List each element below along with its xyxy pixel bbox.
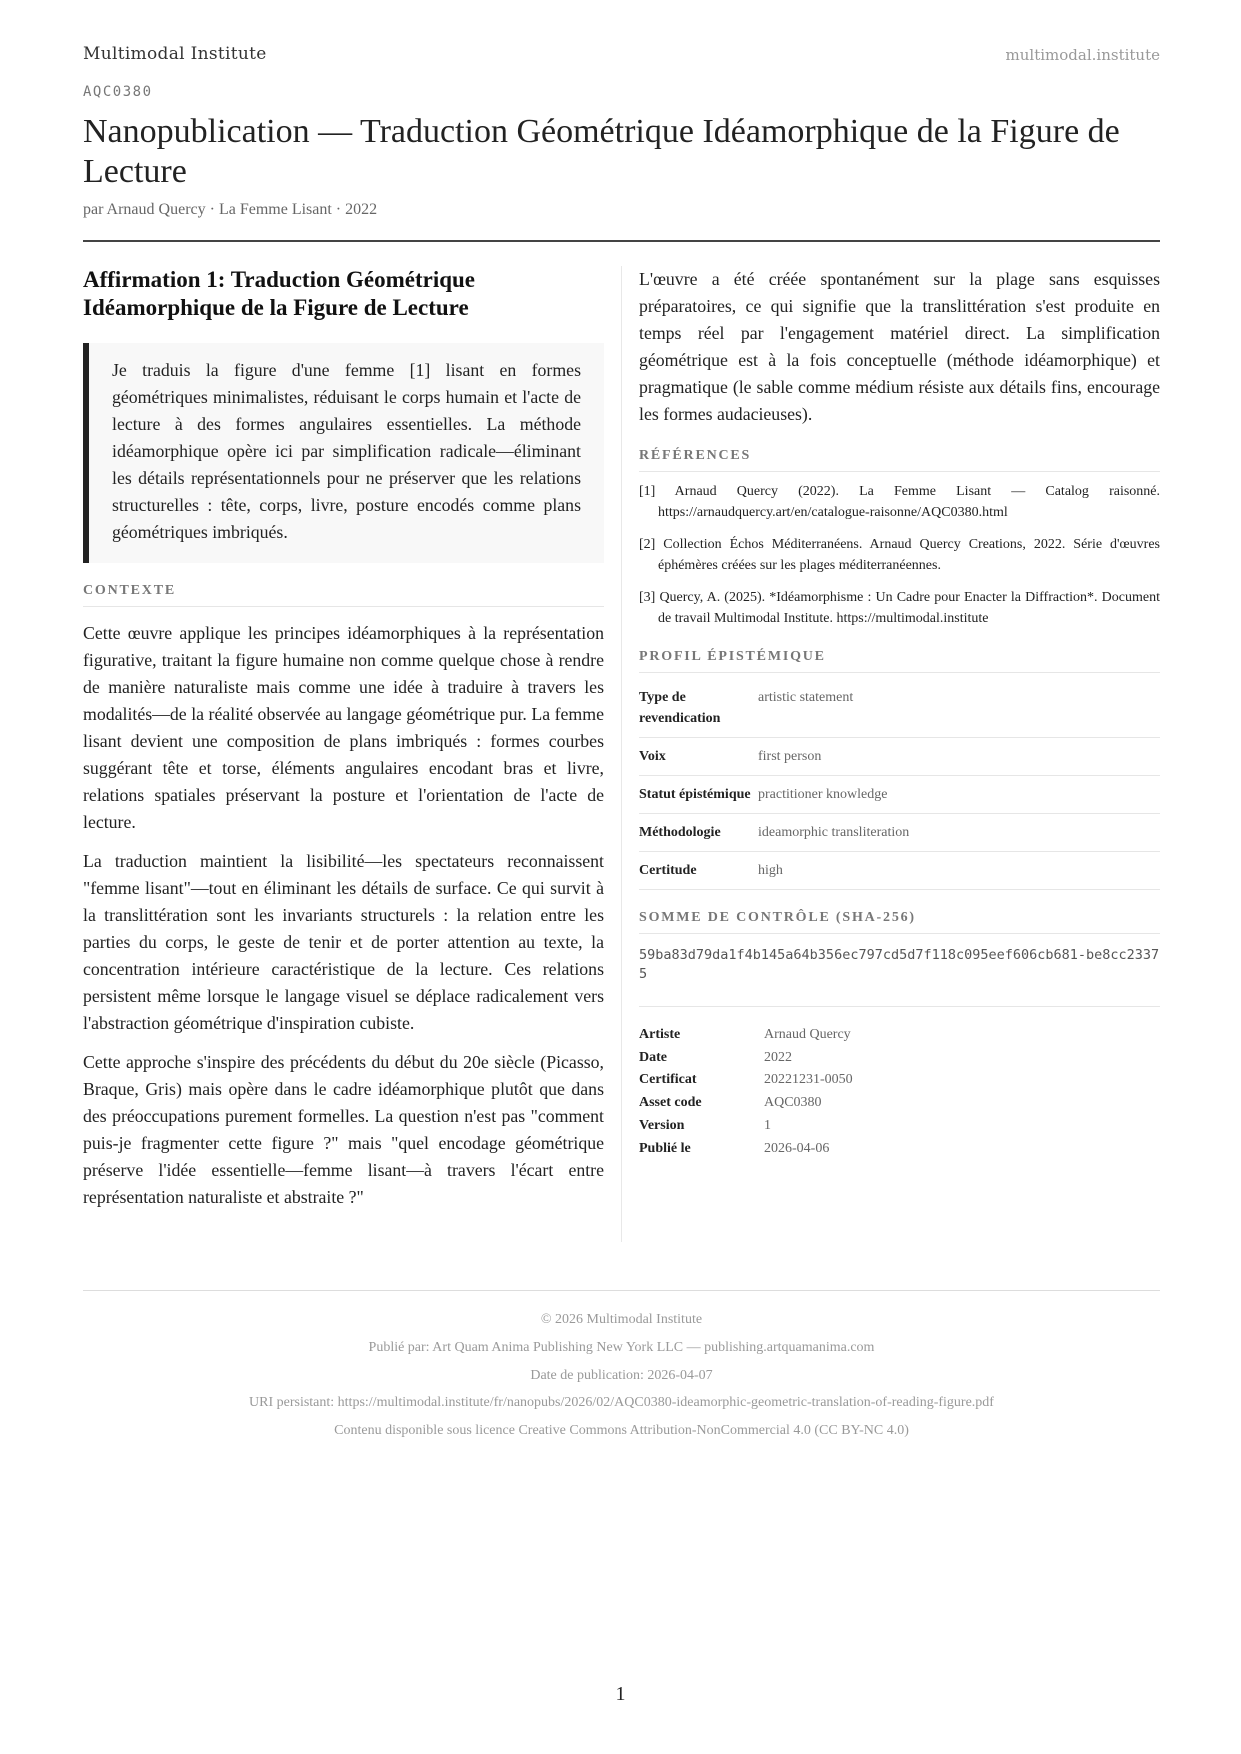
context-heading: CONTEXTE	[83, 583, 604, 607]
left-column	[83, 266, 604, 1211]
claim-heading: Affirmation 1: Traduction Géométrique Idéamorphique de la Figure de Lecture	[83, 267, 476, 320]
profile-row	[639, 738, 1160, 776]
footer	[83, 1290, 1160, 1445]
meta-value: 2022	[764, 1049, 792, 1065]
profile-row	[639, 776, 1160, 814]
references-heading: RÉFÉRENCES	[639, 448, 1160, 472]
claim-quote: Je traduis la figure d'une femme [1] lisant en formes géométriques minimalistes, réduisant le corps humain et l'acte de lecture à des formes angulaires essentielles. La méthode idéamorphique opère ici par simplification radicale—éliminant les détails représentationnels pour ne préserver que les relations structurelles : tête, corps, livre, posture encodés comme plans géométriques imbriqués.	[83, 343, 604, 563]
meta-value: 1	[764, 1117, 771, 1133]
meta-key: Version	[639, 1117, 685, 1133]
meta-row	[639, 1024, 1160, 1047]
meta-row	[639, 1092, 1160, 1115]
footer-copyright: © 2026 Multimodal Institute	[540, 1312, 703, 1327]
meta-key: Artiste	[639, 1027, 681, 1042]
context-paragraph: Cette approche s'inspire des précédents du début du 20e siècle (Picasso, Braque, Gris) mais opère dans le cadre idéamorphique plutôt que dans des préoccupations purement formelles. La question n'est pas "comment puis-je fragmenter cette figure ?" mais "quel encodage géométrique préserve l'idée essentielle—femme lisant—à travers l'écart entre représentation naturaliste et abstraite ?"	[83, 1052, 604, 1207]
meta-key: Asset code	[639, 1095, 702, 1111]
meta-value: AQC0380	[764, 1095, 822, 1111]
references-list	[639, 482, 1160, 629]
meta-key: Date	[639, 1049, 667, 1065]
footer-publication-date: Date de publication: 2026-04-07	[530, 1367, 713, 1383]
meta-row	[639, 1138, 1160, 1161]
meta-value: Arnaud Quercy	[764, 1027, 851, 1042]
profile-value: high	[758, 852, 1160, 890]
profile-row	[639, 679, 1160, 738]
checksum-value: 59ba83d79da1f4b145a64b356ec797cd5d7f118c095eef606cb681-be8cc23375	[639, 946, 1160, 1007]
profile-key: Certitude	[639, 852, 758, 890]
footer-persistent-uri[interactable]: URI persistant: https://multimodal.institute/fr/nanopubs/2026/02/AQC0380-ideamorphic-geometric-translation-of-reading-figure.pdf	[249, 1395, 994, 1411]
profile-row	[639, 814, 1160, 852]
meta-row	[639, 1047, 1160, 1070]
epistemic-profile-table	[639, 679, 1160, 890]
profile-key: Méthodologie	[639, 814, 758, 852]
footer-license: Contenu disponible sous licence Creative Commons Attribution-NonCommercial 4.0 (CC BY-NC 4.0)	[334, 1423, 909, 1439]
context-paragraph: La traduction maintient la lisibilité—les spectateurs reconnaissent "femme lisant"—tout en éliminant les détails de surface. Ce qui survit à la translittération sont les invariants structurels : la relation entre les parties du corps, le geste de tenir et de porter attention au texte, la concentration intérieure caractéristique de la lecture. Ces relations persistent même lorsque le langage visuel se déplace radicalement vers l'abstraction géométrique d'inspiration cubiste.	[83, 851, 604, 1033]
profile-value: artistic statement	[758, 679, 1160, 738]
column-divider	[621, 266, 622, 1242]
meta-key: Certificat	[639, 1072, 697, 1088]
right-column	[639, 266, 1160, 1160]
meta-value: 20221231-0050	[764, 1072, 853, 1088]
profile-value: first person	[758, 738, 1160, 776]
page-number: 1	[615, 1683, 626, 1705]
site-link[interactable]: multimodal.institute	[1005, 46, 1160, 64]
header-divider	[83, 240, 1160, 242]
meta-row	[639, 1115, 1160, 1138]
reference-item[interactable]: [1] Arnaud Quercy (2022). La Femme Lisant — Catalog raisonné. https://arnaudquercy.art/en/catalogue-raisonne/AQC0380.html	[639, 484, 1160, 520]
checksum-heading: SOMME DE CONTRÔLE (SHA-256)	[639, 910, 1160, 934]
reference-item: [2] Collection Échos Méditerranéens. Arnaud Quercy Creations, 2022. Série d'œuvres éphémères créées sur les plages méditerranéennes.	[639, 537, 1160, 573]
page-title: Nanopublication — Traduction Géométrique Idéamorphique de la Figure de Lecture	[83, 113, 1120, 190]
profile-key: Type de revendication	[639, 679, 758, 738]
profile-row	[639, 852, 1160, 890]
meta-row	[639, 1069, 1160, 1092]
profile-key: Statut épistémique	[639, 776, 758, 814]
profile-key: Voix	[639, 738, 758, 776]
institute-name: Multimodal Institute	[83, 44, 267, 64]
meta-value: 2026-04-06	[764, 1140, 830, 1156]
asset-code: AQC0380	[83, 84, 153, 100]
top-bar	[83, 44, 1160, 68]
context-paragraph: Cette œuvre applique les principes idéamorphiques à la représentation figurative, traitant la figure humaine non comme quelque chose à rendre de manière naturaliste mais comme une idée à traduire à travers les modalités—de la réalité observée au langage géométrique pur. La femme lisant devient une composition de plans imbriqués : formes courbes suggérant tête et torse, éléments angulaires encodant bras et livre, relations spatiales préservant la posture et l'orientation de l'acte de lecture.	[83, 623, 604, 832]
metadata-table	[639, 1024, 1160, 1160]
profile-value: practitioner knowledge	[758, 776, 1160, 814]
epistemic-profile-heading: PROFIL ÉPISTÉMIQUE	[639, 649, 1160, 673]
footer-publisher: Publié par: Art Quam Anima Publishing New York LLC — publishing.artquamanima.com	[368, 1339, 875, 1355]
context-paragraph-continued: L'œuvre a été créée spontanément sur la plage sans esquisses préparatoires, ce qui signifie que la translittération s'est produite en temps réel par l'engagement matériel direct. La simplification géométrique est à la fois conceptuelle (méthode idéamorphique) et pragmatique (le sable comme médium résiste aux détails fins, encourage les formes audacieuses).	[639, 269, 1160, 424]
meta-key: Publié le	[639, 1140, 691, 1156]
reference-item[interactable]: [3] Quercy, A. (2025). *Idéamorphisme : Un Cadre pour Enacter la Diffraction*. Document de travail Multimodal Institute. https://multimodal.institute	[639, 590, 1160, 626]
profile-value: ideamorphic transliteration	[758, 814, 1160, 852]
byline: par Arnaud Quercy · La Femme Lisant · 2022	[83, 201, 378, 218]
